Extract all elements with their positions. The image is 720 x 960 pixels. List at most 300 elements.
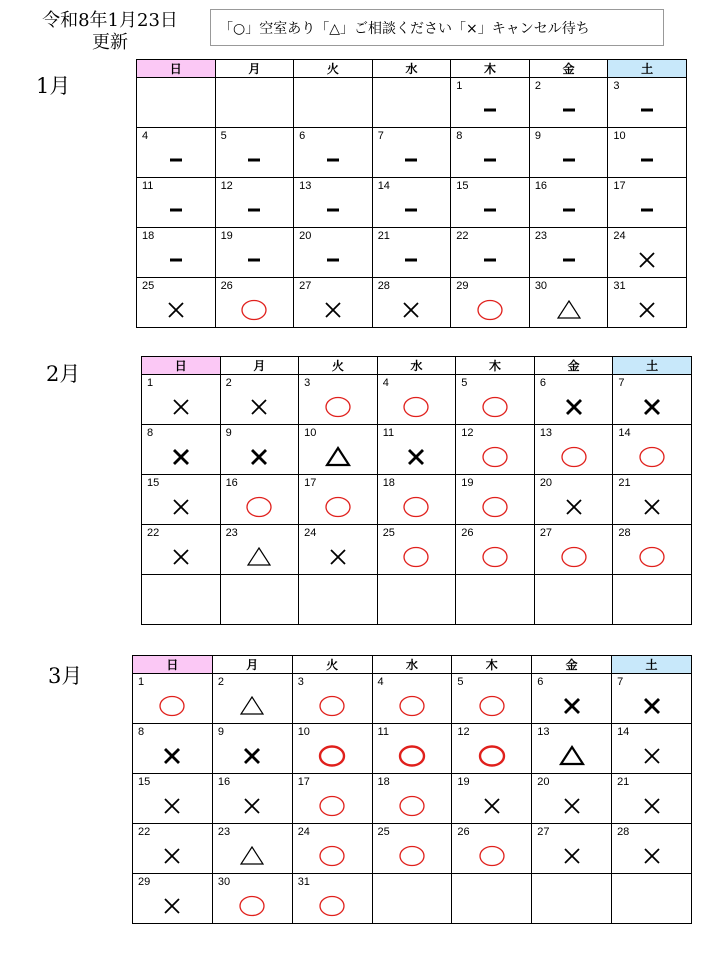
empty-cell xyxy=(215,78,294,128)
availability-mark xyxy=(373,247,451,273)
calendar-january xyxy=(136,59,687,328)
circle-icon xyxy=(323,494,353,520)
day-number: 16 xyxy=(217,776,231,788)
day-cell xyxy=(372,824,452,874)
dash-icon xyxy=(241,197,267,223)
day-cell xyxy=(299,375,378,425)
day-number: 11 xyxy=(377,726,389,738)
cross-icon xyxy=(561,394,587,420)
cross-icon xyxy=(639,843,665,869)
day-number: 26 xyxy=(461,527,474,539)
day-cell xyxy=(372,774,452,824)
day-number: 11 xyxy=(142,180,154,192)
availability-mark xyxy=(137,297,215,323)
day-cell xyxy=(133,874,213,924)
weekday-header: 土 xyxy=(608,60,687,78)
circle-icon xyxy=(239,297,269,323)
day-cell xyxy=(220,375,299,425)
day-number: 8 xyxy=(138,726,145,738)
availability-mark xyxy=(299,444,377,470)
empty-cell xyxy=(372,874,452,924)
availability-mark xyxy=(216,247,294,273)
day-number: 27 xyxy=(299,280,312,292)
week-row xyxy=(142,525,692,575)
dash-icon xyxy=(163,147,189,173)
day-number: 17 xyxy=(613,180,626,192)
day-number: 1 xyxy=(138,676,145,688)
weekday-header: 月 xyxy=(220,357,299,375)
day-cell xyxy=(608,178,687,228)
availability-mark xyxy=(133,843,212,869)
day-number: 20 xyxy=(299,230,312,242)
day-cell xyxy=(452,674,532,724)
availability-mark xyxy=(530,247,608,273)
update-date-line2: 更新 xyxy=(92,32,128,53)
day-number: 26 xyxy=(457,826,470,838)
day-cell xyxy=(215,278,294,328)
triangle-icon xyxy=(239,843,265,869)
day-number: 23 xyxy=(534,230,548,242)
availability-mark xyxy=(216,297,294,323)
dash-icon xyxy=(556,247,582,273)
day-cell xyxy=(215,128,294,178)
day-cell xyxy=(532,774,612,824)
triangle-icon xyxy=(556,297,582,323)
day-number: 10 xyxy=(297,726,310,738)
day-cell xyxy=(299,475,378,525)
day-number: 10 xyxy=(304,427,317,439)
availability-mark xyxy=(452,793,531,819)
day-number: 3 xyxy=(297,676,304,688)
day-cell xyxy=(612,774,692,824)
day-cell xyxy=(292,674,372,724)
weekday-header-row xyxy=(142,357,692,375)
triangle-icon xyxy=(559,743,585,769)
month-label-march: 3月 xyxy=(48,664,83,688)
weekday-header: 水 xyxy=(377,357,456,375)
week-row xyxy=(133,874,692,924)
cross-icon xyxy=(559,793,585,819)
day-cell xyxy=(294,278,373,328)
day-cell xyxy=(612,724,692,774)
empty-cell xyxy=(299,575,378,625)
cross-icon xyxy=(634,247,660,273)
availability-mark xyxy=(535,394,613,420)
weekday-header: 日 xyxy=(133,656,213,674)
cross-icon xyxy=(639,793,665,819)
cross-icon xyxy=(639,743,665,769)
availability-mark xyxy=(530,147,608,173)
week-row xyxy=(137,178,687,228)
circle-icon xyxy=(323,394,353,420)
weekday-header-row xyxy=(133,656,692,674)
day-cell xyxy=(608,78,687,128)
cross-icon xyxy=(159,893,185,919)
week-row xyxy=(142,575,692,625)
day-number: 5 xyxy=(220,130,227,142)
day-cell xyxy=(133,824,213,874)
day-cell xyxy=(451,278,530,328)
circle-icon xyxy=(559,544,589,570)
circle-icon xyxy=(480,394,510,420)
day-number: 20 xyxy=(539,477,553,489)
day-number: 21 xyxy=(618,477,631,489)
day-cell xyxy=(133,674,213,724)
day-cell xyxy=(529,128,608,178)
dash-icon xyxy=(163,197,189,223)
availability-mark xyxy=(612,743,691,769)
availability-mark xyxy=(294,197,372,223)
cross-icon xyxy=(559,843,585,869)
circle-icon xyxy=(480,494,510,520)
availability-mark xyxy=(133,793,212,819)
day-number: 13 xyxy=(299,180,312,192)
circle-icon xyxy=(317,843,347,869)
availability-mark xyxy=(142,394,220,420)
week-row xyxy=(137,78,687,128)
availability-mark xyxy=(451,247,529,273)
empty-cell xyxy=(372,78,451,128)
day-number: 30 xyxy=(217,876,231,888)
day-cell xyxy=(608,128,687,178)
day-number: 12 xyxy=(457,726,470,738)
circle-icon xyxy=(317,693,347,719)
cross-icon xyxy=(325,544,351,570)
availability-mark xyxy=(216,147,294,173)
availability-mark xyxy=(133,743,212,769)
day-cell xyxy=(372,278,451,328)
circle-icon xyxy=(317,893,347,919)
day-number: 14 xyxy=(618,427,631,439)
day-number: 11 xyxy=(382,427,395,439)
day-number: 31 xyxy=(613,280,626,292)
availability-mark xyxy=(451,97,529,123)
availability-mark xyxy=(142,494,220,520)
empty-cell xyxy=(452,874,532,924)
availability-mark xyxy=(532,793,611,819)
weekday-header: 日 xyxy=(137,60,216,78)
weekday-header: 水 xyxy=(372,60,451,78)
availability-mark xyxy=(133,693,212,719)
day-cell xyxy=(220,475,299,525)
day-cell xyxy=(529,178,608,228)
day-cell xyxy=(294,228,373,278)
availability-mark xyxy=(612,693,691,719)
empty-cell xyxy=(534,575,613,625)
week-row xyxy=(142,425,692,475)
empty-cell xyxy=(294,78,373,128)
dash-icon xyxy=(320,247,346,273)
day-number: 28 xyxy=(617,826,630,838)
day-number: 27 xyxy=(537,826,550,838)
day-cell xyxy=(212,824,292,874)
day-number: 8 xyxy=(147,427,154,439)
cross-icon xyxy=(398,297,424,323)
day-cell xyxy=(532,724,612,774)
day-cell xyxy=(532,674,612,724)
cross-icon xyxy=(246,394,272,420)
availability-mark xyxy=(213,793,292,819)
day-cell xyxy=(142,525,221,575)
cross-icon xyxy=(159,793,185,819)
weekday-header: 金 xyxy=(532,656,612,674)
availability-mark xyxy=(378,444,456,470)
availability-mark xyxy=(373,297,451,323)
week-row xyxy=(142,375,692,425)
day-cell xyxy=(452,774,532,824)
circle-icon xyxy=(317,793,347,819)
day-cell xyxy=(294,128,373,178)
dash-icon xyxy=(241,247,267,273)
availability-mark xyxy=(137,147,215,173)
day-number: 14 xyxy=(617,726,630,738)
triangle-icon xyxy=(239,693,265,719)
day-number: 15 xyxy=(147,477,160,489)
availability-mark xyxy=(451,147,529,173)
cross-icon xyxy=(168,494,194,520)
availability-mark xyxy=(213,743,292,769)
day-number: 5 xyxy=(461,377,468,389)
cross-icon xyxy=(479,793,505,819)
triangle-icon xyxy=(325,444,351,470)
availability-mark xyxy=(373,693,452,719)
cross-icon xyxy=(239,793,265,819)
dash-icon xyxy=(634,147,660,173)
dash-icon xyxy=(398,147,424,173)
cross-icon xyxy=(159,743,185,769)
update-date-line1: 令和8年1月23日 xyxy=(42,10,178,31)
day-cell xyxy=(133,774,213,824)
day-cell xyxy=(451,128,530,178)
day-number: 3 xyxy=(613,80,620,92)
availability-mark xyxy=(293,893,372,919)
availability-mark xyxy=(530,197,608,223)
day-number: 25 xyxy=(142,280,155,292)
circle-icon xyxy=(401,394,431,420)
day-number: 24 xyxy=(297,826,310,838)
week-row xyxy=(133,824,692,874)
availability-mark xyxy=(137,197,215,223)
availability-mark xyxy=(612,843,691,869)
day-cell xyxy=(534,375,613,425)
day-number: 18 xyxy=(382,477,395,489)
day-number: 21 xyxy=(377,230,390,242)
dash-icon xyxy=(634,197,660,223)
availability-mark xyxy=(613,544,691,570)
day-cell xyxy=(613,375,692,425)
availability-mark xyxy=(608,197,686,223)
availability-mark xyxy=(608,97,686,123)
day-cell xyxy=(292,774,372,824)
day-number: 15 xyxy=(138,776,151,788)
availability-mark xyxy=(451,197,529,223)
availability-mark xyxy=(142,544,220,570)
day-number: 24 xyxy=(304,527,317,539)
day-cell xyxy=(532,824,612,874)
availability-mark xyxy=(142,444,220,470)
day-number: 23 xyxy=(225,527,238,539)
cross-icon xyxy=(634,297,660,323)
availability-mark xyxy=(451,297,529,323)
day-cell xyxy=(372,724,452,774)
month-label-february: 2月 xyxy=(46,362,81,386)
availability-mark xyxy=(613,394,691,420)
circle-icon xyxy=(397,743,427,769)
day-cell xyxy=(212,724,292,774)
circle-icon xyxy=(397,693,427,719)
day-number: 22 xyxy=(138,826,151,838)
weekday-header: 水 xyxy=(372,656,452,674)
day-number: 7 xyxy=(618,377,625,389)
update-date xyxy=(22,10,198,54)
weekday-header: 火 xyxy=(292,656,372,674)
day-cell xyxy=(451,228,530,278)
day-cell xyxy=(220,425,299,475)
day-number: 5 xyxy=(457,676,464,688)
day-number: 29 xyxy=(138,876,151,888)
weekday-header: 月 xyxy=(215,60,294,78)
availability-mark xyxy=(133,893,212,919)
day-number: 25 xyxy=(377,826,390,838)
dash-icon xyxy=(241,147,267,173)
day-number: 17 xyxy=(304,477,317,489)
week-row xyxy=(137,278,687,328)
day-number: 6 xyxy=(537,676,544,688)
day-number: 6 xyxy=(539,377,546,389)
day-number: 4 xyxy=(377,676,384,688)
weekday-header: 月 xyxy=(212,656,292,674)
day-cell xyxy=(212,674,292,724)
availability-mark xyxy=(216,197,294,223)
day-cell xyxy=(372,228,451,278)
availability-mark xyxy=(452,693,531,719)
availability-mark xyxy=(535,494,613,520)
dash-icon xyxy=(477,197,503,223)
dash-icon xyxy=(556,97,582,123)
availability-mark xyxy=(213,843,292,869)
empty-cell xyxy=(137,78,216,128)
cross-icon xyxy=(163,297,189,323)
availability-mark xyxy=(613,444,691,470)
calendar-february xyxy=(141,356,692,625)
day-number: 22 xyxy=(456,230,469,242)
circle-icon xyxy=(401,544,431,570)
weekday-header: 木 xyxy=(451,60,530,78)
availability-mark xyxy=(452,743,531,769)
weekday-header: 日 xyxy=(142,357,221,375)
cross-icon xyxy=(246,444,272,470)
day-cell xyxy=(215,228,294,278)
availability-mark xyxy=(608,297,686,323)
day-number: 4 xyxy=(382,377,389,389)
availability-mark xyxy=(535,544,613,570)
dash-icon xyxy=(556,147,582,173)
availability-mark xyxy=(530,97,608,123)
empty-cell xyxy=(456,575,535,625)
day-cell xyxy=(292,824,372,874)
circle-icon xyxy=(480,444,510,470)
dash-icon xyxy=(477,97,503,123)
circle-icon xyxy=(475,297,505,323)
day-number: 13 xyxy=(539,427,553,439)
day-number: 12 xyxy=(461,427,474,439)
availability-mark xyxy=(299,494,377,520)
circle-icon xyxy=(397,843,427,869)
weekday-header: 火 xyxy=(299,357,378,375)
day-cell xyxy=(212,874,292,924)
day-number: 16 xyxy=(225,477,238,489)
day-cell xyxy=(377,475,456,525)
dash-icon xyxy=(320,147,346,173)
availability-mark xyxy=(373,147,451,173)
day-number: 9 xyxy=(217,726,224,738)
day-number: 17 xyxy=(297,776,310,788)
circle-icon xyxy=(477,743,507,769)
day-number: 19 xyxy=(457,776,470,788)
dash-icon xyxy=(320,197,346,223)
availability-mark xyxy=(456,494,534,520)
day-cell xyxy=(456,375,535,425)
circle-icon xyxy=(244,494,274,520)
day-number: 30 xyxy=(534,280,548,292)
day-cell xyxy=(142,375,221,425)
day-number: 31 xyxy=(297,876,310,888)
circle-icon xyxy=(157,693,187,719)
availability-mark xyxy=(532,743,611,769)
availability-mark xyxy=(452,843,531,869)
circle-icon xyxy=(559,444,589,470)
day-cell xyxy=(137,228,216,278)
availability-mark xyxy=(213,693,292,719)
circle-icon xyxy=(480,544,510,570)
day-number: 28 xyxy=(618,527,631,539)
availability-mark xyxy=(294,247,372,273)
day-number: 2 xyxy=(534,80,541,92)
cross-icon xyxy=(403,444,429,470)
availability-mark xyxy=(221,494,299,520)
week-row xyxy=(137,128,687,178)
dash-icon xyxy=(398,197,424,223)
weekday-header: 金 xyxy=(529,60,608,78)
day-number: 18 xyxy=(142,230,155,242)
day-cell xyxy=(292,724,372,774)
day-number: 27 xyxy=(539,527,553,539)
triangle-icon xyxy=(246,544,272,570)
availability-mark xyxy=(612,793,691,819)
day-number: 10 xyxy=(613,130,626,142)
day-cell xyxy=(377,425,456,475)
day-number: 4 xyxy=(142,130,149,142)
day-cell xyxy=(534,425,613,475)
cross-icon xyxy=(168,544,194,570)
day-cell xyxy=(608,278,687,328)
day-number: 7 xyxy=(377,130,384,142)
weekday-header: 土 xyxy=(612,656,692,674)
day-cell xyxy=(212,774,292,824)
day-number: 9 xyxy=(225,427,232,439)
availability-mark xyxy=(613,494,691,520)
cross-icon xyxy=(168,394,194,420)
day-number: 25 xyxy=(382,527,395,539)
day-cell xyxy=(372,178,451,228)
day-number: 19 xyxy=(461,477,474,489)
day-cell xyxy=(299,525,378,575)
weekday-header: 金 xyxy=(534,357,613,375)
day-number: 15 xyxy=(456,180,469,192)
day-number: 13 xyxy=(537,726,550,738)
day-number: 1 xyxy=(147,377,154,389)
day-cell xyxy=(452,824,532,874)
